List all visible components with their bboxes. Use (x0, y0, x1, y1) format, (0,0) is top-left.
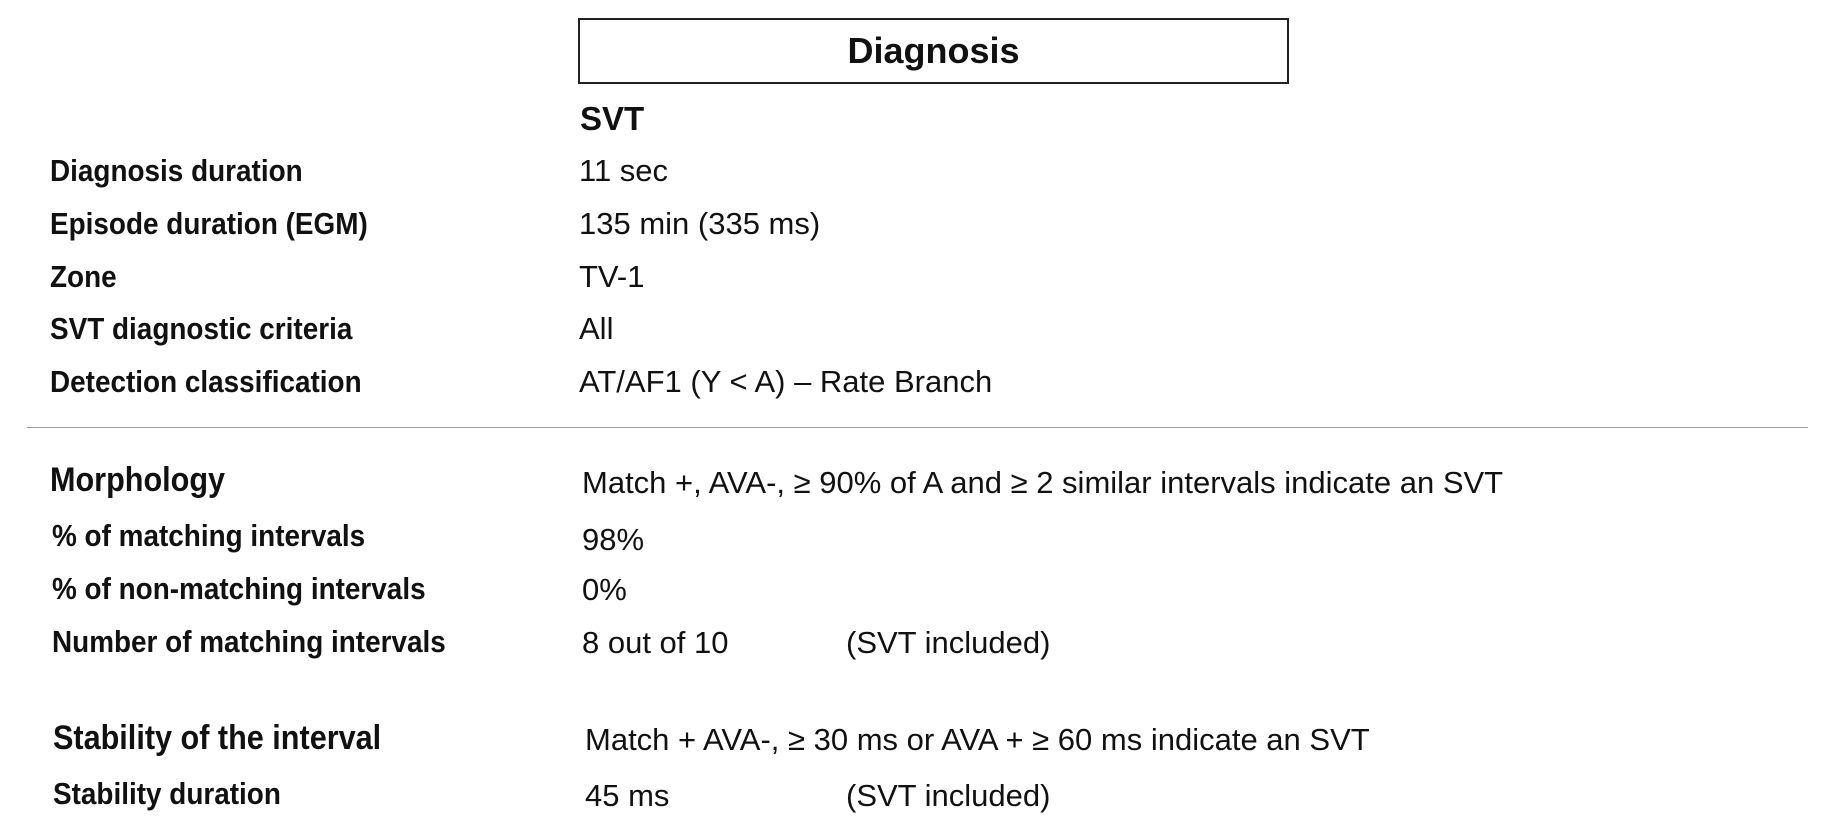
diagnosis-heading: SVT (580, 100, 645, 137)
number-matching-intervals-note: (SVT included) (846, 625, 1051, 660)
stability-duration-value: 45 ms (585, 778, 670, 813)
matching-intervals-value: 98% (582, 522, 645, 557)
section-divider (27, 427, 1808, 428)
stability-value: Match + AVA-, ≥ 30 ms or AVA + ≥ 60 ms indicate an SVT (585, 722, 1370, 757)
episode-duration-value: 135 min (335 ms) (579, 206, 821, 241)
svt-criteria-label: SVT diagnostic criteria (50, 311, 353, 346)
diagnosis-duration-label: Diagnosis duration (50, 153, 303, 188)
detection-classification-value: AT/AF1 (Y < A) – Rate Branch (579, 364, 993, 399)
number-matching-intervals-label: Number of matching intervals (52, 624, 446, 659)
zone-value: TV-1 (579, 259, 645, 294)
svt-criteria-value: All (579, 311, 614, 346)
episode-duration-label: Episode duration (EGM) (50, 206, 368, 241)
detection-classification-label: Detection classification (50, 364, 362, 399)
morphology-label: Morphology (50, 461, 226, 499)
number-matching-intervals-value: 8 out of 10 (582, 625, 729, 660)
matching-intervals-label: % of matching intervals (52, 518, 366, 553)
non-matching-intervals-label: % of non-matching intervals (52, 571, 426, 606)
morphology-value: Match +, AVA-, ≥ 90% of A and ≥ 2 similar intervals indicate an SVT (582, 465, 1504, 500)
stability-duration-note: (SVT included) (846, 778, 1051, 813)
diagnosis-duration-value: 11 sec (579, 153, 669, 188)
zone-label: Zone (50, 259, 117, 294)
diagnosis-title: Diagnosis (578, 18, 1289, 84)
stability-duration-label: Stability duration (53, 776, 281, 811)
non-matching-intervals-value: 0% (582, 572, 627, 607)
stability-label: Stability of the interval (53, 719, 382, 757)
